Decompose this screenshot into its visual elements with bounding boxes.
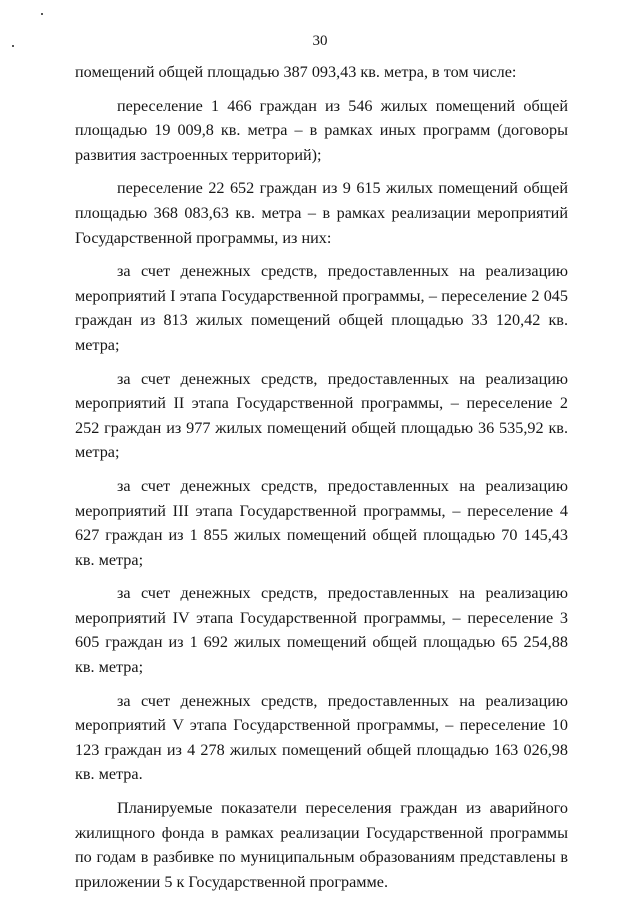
paragraph-stage-3: за счет денежных средств, предоставленных на реализацию мероприятий III этапа Государственной программы, – переселение 4 627 граждан из 1 855 жилых помещений общей площадью 70 145,43 кв. метра; xyxy=(75,476,568,569)
paragraph-stage-1: за счет денежных средств, предоставленных на реализацию мероприятий I этапа Государственной программы, – переселение 2 045 граждан из 813 жилых помещений общей площадью 33 120,42 кв. метра; xyxy=(75,262,568,354)
paragraph-stage-2: за счет денежных средств, предоставленных на реализацию мероприятий II этапа Государственной программы, – переселение 2 252 граждан из 977 жилых помещений общей площадью 36 535,92 кв. метра; xyxy=(75,369,568,462)
paragraph-stage-5: за счет денежных средств, предоставленных на реализацию мероприятий V этапа Государственной программы, – переселение 10 123 граждан из 4 278 жилых помещений общей площадью 163 026,98 кв. метра. xyxy=(75,691,568,784)
document-body xyxy=(75,60,568,894)
page-number: 30 xyxy=(312,33,328,49)
paragraph-planned-indicators: Планируемые показатели переселения граждан из аварийного жилищного фонда в рамках реализации Государственной программы по годам в разбивке по муниципальным образованиям представлены в приложении 5 к Государственной программе. xyxy=(75,799,568,891)
paragraph-stage-4: за счет денежных средств, предоставленных на реализацию мероприятий IV этапа Государственной программы, – переселение 3 605 граждан из 1 692 жилых помещений общей площадью 65 254,88 кв. метра; xyxy=(75,584,568,677)
paragraph-state-program: переселение 22 652 граждан из 9 615 жилых помещений общей площадью 368 083,63 кв. метра – в рамках реализации мероприятий Государственной программы, из них: xyxy=(75,179,568,247)
scan-speck xyxy=(41,13,43,15)
paragraph-continuation: помещений общей площадью 387 093,43 кв. метра, в том числе: xyxy=(75,63,517,81)
paragraph-other-programs: переселение 1 466 граждан из 546 жилых помещений общей площадью 19 009,8 кв. метра – в рамках иных программ (договоры развития застроенных территорий); xyxy=(75,96,568,164)
